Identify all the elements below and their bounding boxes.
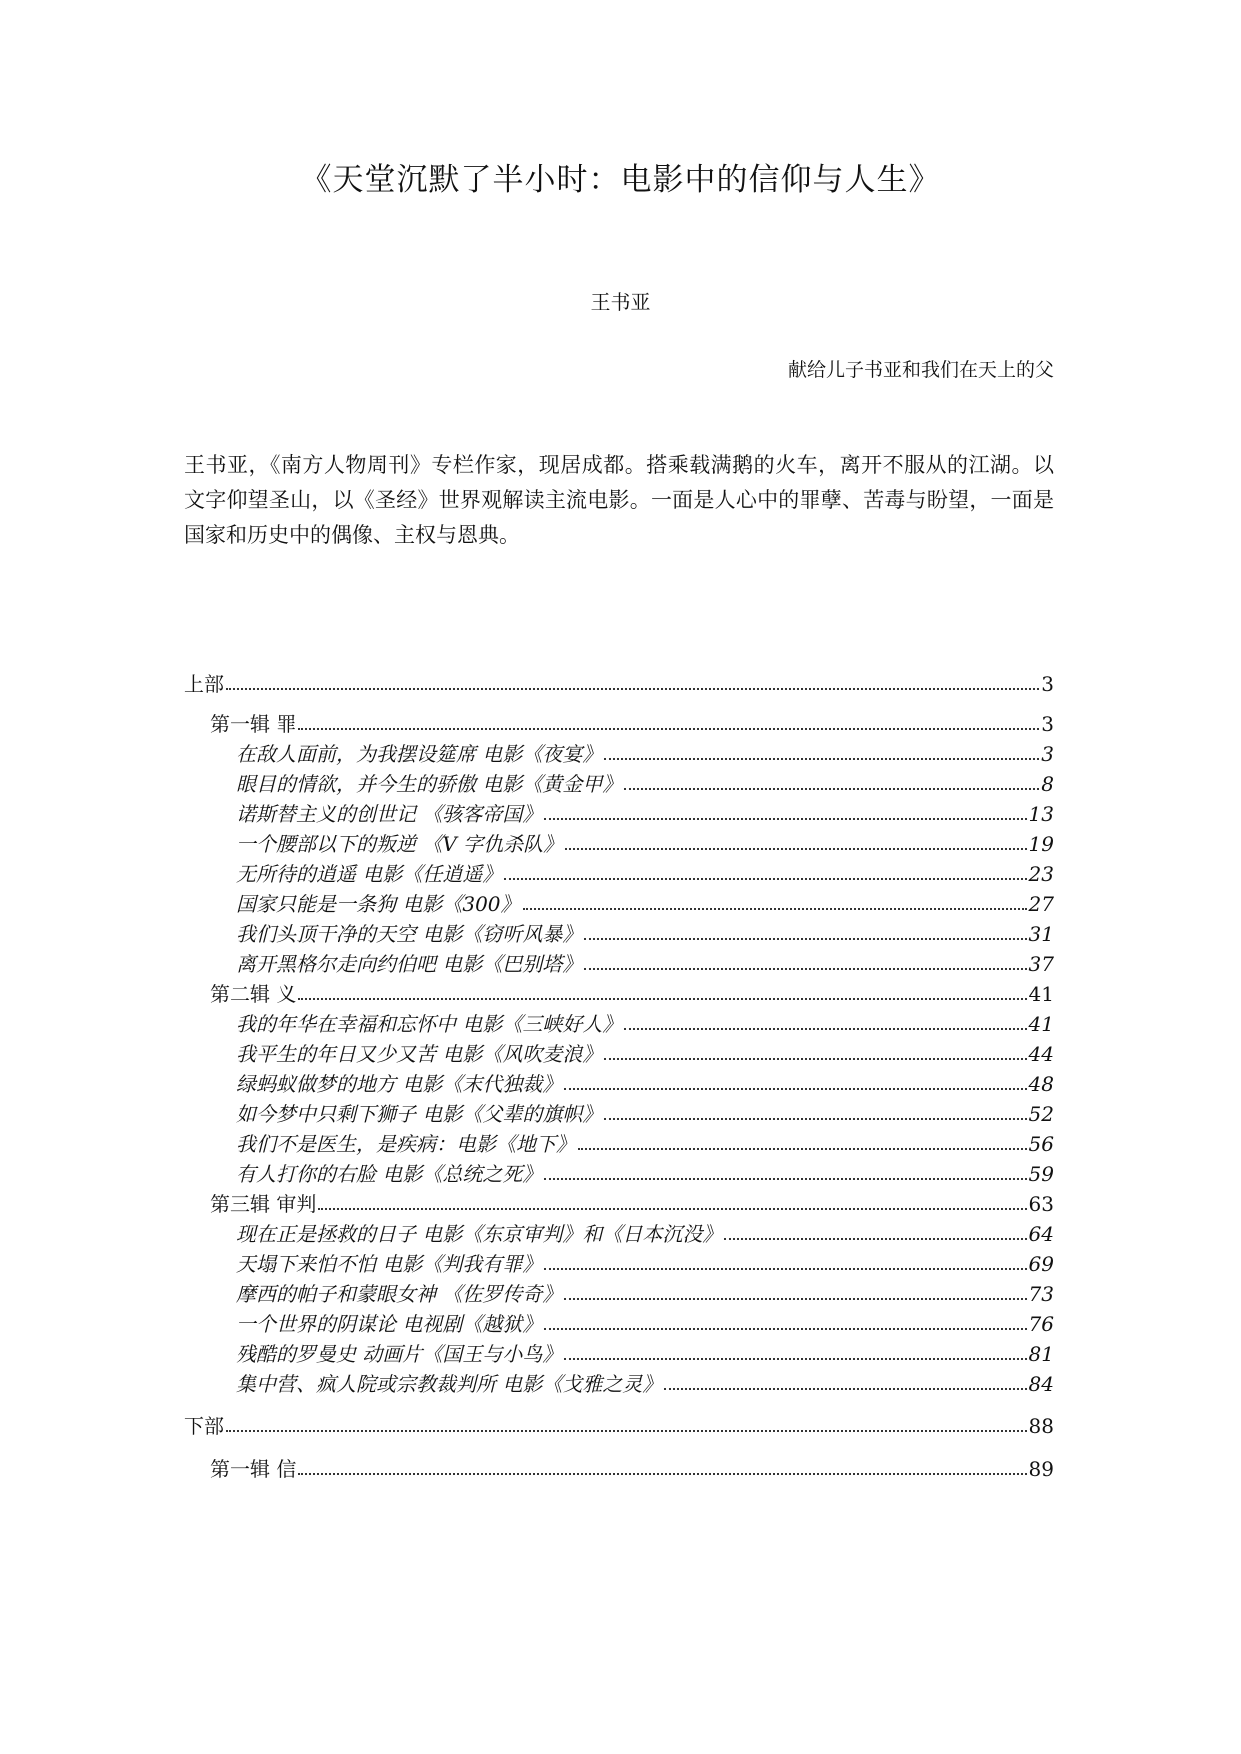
toc-entry-label: 有人打你的右脸 电影《总统之死》 — [236, 1162, 543, 1186]
toc-entry-label: 上部 — [184, 672, 224, 696]
toc-entry-label: 绿蚂蚁做梦的地方 电影《末代独裁》 — [236, 1072, 563, 1096]
toc-entry-label: 天塌下来怕不怕 电影《判我有罪》 — [236, 1252, 543, 1276]
toc-entry-label: 在敌人面前，为我摆设筵席 电影《夜宴》 — [236, 742, 603, 766]
toc-entry[interactable] — [184, 1127, 1054, 1157]
toc-dot-leader — [624, 788, 1039, 790]
toc-dot-leader — [298, 1473, 1026, 1475]
toc-dot-leader — [604, 758, 1039, 760]
document-title: 《天堂沉默了半小时：电影中的信仰与人生》 — [300, 162, 941, 198]
toc-dot-leader — [578, 1148, 1027, 1150]
toc-page-number: 56 — [1028, 1132, 1054, 1156]
toc-entry-label: 我的年华在幸福和忘怀中 电影《三峡好人》 — [236, 1012, 623, 1036]
toc-page-number: 52 — [1028, 1102, 1054, 1126]
toc-page-number: 23 — [1028, 862, 1054, 886]
toc-page-number: 59 — [1028, 1162, 1054, 1186]
toc-entry-label: 下部 — [184, 1414, 224, 1438]
toc-dot-leader — [544, 818, 1026, 820]
toc-page-number: 19 — [1028, 832, 1054, 856]
toc-entry[interactable] — [184, 887, 1054, 917]
toc-entry-label: 如今梦中只剩下狮子 电影《父辈的旗帜》 — [236, 1102, 603, 1126]
toc-dot-leader — [565, 848, 1026, 850]
toc-page-number: 81 — [1028, 1342, 1054, 1366]
toc-entry-label: 第二辑 义 — [210, 982, 297, 1006]
toc-entry[interactable] — [184, 1067, 1054, 1097]
toc-entry[interactable] — [184, 1157, 1054, 1187]
toc-dot-leader — [664, 1388, 1026, 1390]
toc-entry[interactable] — [184, 1097, 1054, 1127]
toc-page-number: 88 — [1028, 1414, 1054, 1438]
toc-entry[interactable] — [184, 797, 1054, 827]
author-name: 王书亚 — [590, 290, 651, 314]
toc-entry-label: 我们不是医生，是疾病：电影《地下》 — [236, 1132, 576, 1156]
toc-page-number: 3 — [1041, 712, 1054, 736]
toc-dot-leader — [564, 1088, 1026, 1090]
toc-entry-label: 第一辑 罪 — [210, 712, 297, 736]
toc-page-number: 13 — [1028, 802, 1054, 826]
toc-entry-label: 无所待的逍遥 电影《任逍遥》 — [236, 862, 503, 886]
toc-entry-label: 一个腰部以下的叛逆 《V 字仇杀队》 — [236, 832, 564, 856]
toc-entry-label: 摩西的帕子和蒙眼女神 《佐罗传奇》 — [236, 1282, 563, 1306]
toc-dot-leader — [604, 1058, 1026, 1060]
toc-page-number: 44 — [1028, 1042, 1054, 1066]
toc-dot-leader — [226, 688, 1039, 690]
toc-page-number: 8 — [1041, 772, 1054, 796]
toc-entry-label: 集中营、疯人院或宗教裁判所 电影《戈雅之灵》 — [236, 1372, 663, 1396]
toc-entry[interactable] — [184, 1247, 1054, 1277]
toc-entry[interactable] — [184, 1217, 1054, 1247]
toc-entry[interactable] — [184, 1337, 1054, 1367]
toc-page-number: 41 — [1028, 1012, 1054, 1036]
toc-page-number: 69 — [1028, 1252, 1054, 1276]
toc-entry[interactable] — [184, 1037, 1054, 1067]
toc-page-number: 31 — [1028, 922, 1054, 946]
toc-dot-leader — [544, 1178, 1026, 1180]
toc-entry[interactable] — [184, 1187, 1054, 1217]
toc-entry-label: 第三辑 审判 — [210, 1192, 317, 1216]
toc-dot-leader — [544, 1328, 1026, 1330]
toc-page-number: 84 — [1028, 1372, 1054, 1396]
toc-entry-label: 残酷的罗曼史 动画片《国王与小鸟》 — [236, 1342, 563, 1366]
toc-page-number: 73 — [1028, 1282, 1054, 1306]
toc-dot-leader — [624, 1028, 1026, 1030]
toc-entry-label: 我们头顶干净的天空 电影《窃听风暴》 — [236, 922, 583, 946]
toc-dot-leader — [544, 1268, 1026, 1270]
toc-entry[interactable] — [184, 827, 1054, 857]
author-intro: 王书亚，《南方人物周刊》专栏作家，现居成都。搭乘载满鹅的火车，离开不服从的江湖。以文字仰望圣山，以《圣经》世界观解读主流电影。一面是人心中的罪孽、苦毒与盼望，一面是国家和历史中的偶像、主权与恩典。 — [184, 453, 1054, 547]
toc-dot-leader — [604, 1118, 1026, 1120]
toc-entry[interactable] — [184, 947, 1054, 977]
toc-page-number: 27 — [1028, 892, 1054, 916]
toc-entry[interactable] — [184, 1409, 1054, 1439]
toc-dot-leader — [226, 1430, 1027, 1432]
toc-entry-label: 现在正是拯救的日子 电影《东京审判》和《日本沉没》 — [236, 1222, 723, 1246]
toc-dot-leader — [298, 998, 1026, 1000]
toc-entry-label: 眼目的情欲，并今生的骄傲 电影《黄金甲》 — [236, 772, 623, 796]
toc-dot-leader — [298, 728, 1039, 730]
toc-page-number: 64 — [1028, 1222, 1054, 1246]
toc-entry-label: 离开黑格尔走向约伯吧 电影《巴别塔》 — [236, 952, 583, 976]
toc-dot-leader — [724, 1238, 1026, 1240]
toc-entry[interactable] — [184, 1007, 1054, 1037]
toc-entry[interactable] — [184, 737, 1054, 767]
toc-page-number: 3 — [1041, 672, 1054, 696]
toc-entry-label: 第一辑 信 — [210, 1457, 297, 1481]
toc-entry[interactable] — [184, 667, 1054, 697]
toc-dot-leader — [504, 878, 1026, 880]
toc-page-number: 48 — [1028, 1072, 1054, 1096]
toc-entry[interactable] — [184, 1367, 1054, 1397]
toc-dot-leader — [584, 968, 1026, 970]
toc-entry-label: 诺斯替主义的创世记 《骇客帝国》 — [236, 802, 543, 826]
toc-entry[interactable] — [184, 917, 1054, 947]
toc-entry[interactable] — [184, 1307, 1054, 1337]
toc-dot-leader — [318, 1208, 1026, 1210]
toc-page-number: 63 — [1028, 1192, 1054, 1216]
toc-dot-leader — [523, 908, 1027, 910]
toc-page-number: 37 — [1028, 952, 1054, 976]
dedication: 献给儿子书亚和我们在天上的父 — [787, 359, 1054, 381]
toc-entry[interactable] — [184, 707, 1054, 737]
toc-page-number: 76 — [1028, 1312, 1054, 1336]
toc-entry[interactable] — [184, 857, 1054, 887]
toc-page-number: 41 — [1028, 982, 1054, 1006]
toc-dot-leader — [564, 1358, 1026, 1360]
toc-entry[interactable] — [184, 767, 1054, 797]
toc-page-number: 3 — [1041, 742, 1054, 766]
toc-entry[interactable] — [184, 977, 1054, 1007]
toc-entry-label: 一个世界的阴谋论 电视剧《越狱》 — [236, 1312, 543, 1336]
toc-entry[interactable] — [184, 1277, 1054, 1307]
toc-dot-leader — [564, 1298, 1026, 1300]
toc-entry-label: 国家只能是一条狗 电影《300》 — [236, 892, 521, 916]
toc-entry-label: 我平生的年日又少又苦 电影《风吹麦浪》 — [236, 1042, 603, 1066]
toc-entry[interactable] — [184, 1452, 1054, 1482]
toc-dot-leader — [584, 938, 1026, 940]
toc-page-number: 89 — [1028, 1457, 1054, 1481]
